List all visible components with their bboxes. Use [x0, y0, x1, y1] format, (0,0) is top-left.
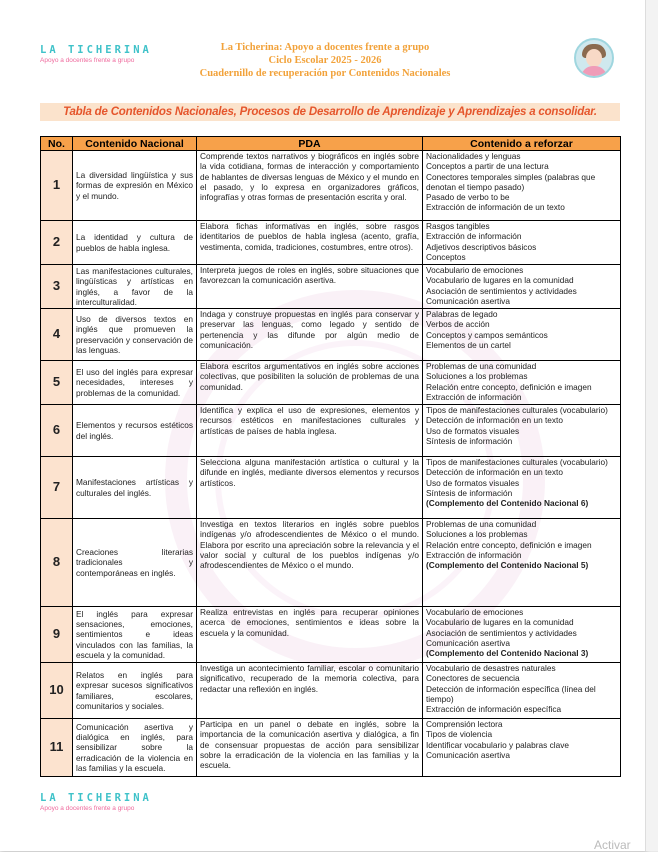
- reforzar-item: Detección de información en un texto: [426, 467, 563, 478]
- reforzar-item: Elementos de un cartel: [426, 339, 511, 350]
- table-row: [41, 519, 621, 607]
- contenido-nacional-cell: La diversidad lingüística y sus formas de expresión en México y el mundo.: [73, 151, 197, 221]
- contenido-reforzar-cell: [423, 519, 621, 607]
- row-number: 10: [41, 663, 73, 719]
- row-number: 8: [41, 519, 73, 607]
- contenido-nacional-cell: La identidad y cultura de pueblos de habla inglesa.: [73, 221, 197, 265]
- reforzar-item: Uso de formatos visuales: [426, 477, 520, 488]
- row-number: 11: [41, 719, 73, 777]
- table-row: [41, 719, 621, 777]
- reforzar-item: Extracción de información: [426, 231, 522, 242]
- avatar: [574, 38, 614, 78]
- pda-cell: Realiza entrevistas en inglés para recuperar opiniones acerca de emociones, sentimientos e ideas sobre la escuela y la comunidad.: [197, 607, 423, 663]
- reforzar-item: Identificar vocabulario y palabras clave: [426, 739, 569, 750]
- reforzar-item: Conectores de secuencia: [426, 673, 520, 684]
- reforzar-item: Extracción de información: [426, 391, 522, 402]
- contenido-reforzar-cell: [423, 405, 621, 457]
- row-number: 9: [41, 607, 73, 663]
- reforzar-item: Extracción de información de un texto: [426, 202, 565, 213]
- brand-name: LA TICHERINA: [40, 44, 152, 56]
- avatar-face-icon: [586, 49, 602, 67]
- contenido-reforzar-cell: [423, 663, 621, 719]
- reforzar-item: Verbos de acción: [426, 319, 490, 330]
- complement-note: (Complemento del Contenido Nacional 6): [426, 498, 589, 509]
- reforzar-item: Síntesis de información: [426, 487, 513, 498]
- contenido-nacional-cell: Creaciones literarias tradicionales y contemporáneas en inglés.: [73, 519, 197, 607]
- footer-brand-name: LA TICHERINA: [40, 792, 152, 804]
- footer-brand-tagline: Apoyo a docentes frente a grupo: [40, 805, 135, 812]
- reforzar-item: Comunicación asertiva: [426, 637, 510, 648]
- pda-cell: Investiga en textos literarios en inglés sobre pueblos indígenas y/o afrodescendientes de México o el mundo. Elabora por escrito una apreciación sobre la relevancia y el valor social y cultural de los pueblos indígenas y/o afrodescendientes de México o el mundo.: [197, 519, 423, 607]
- reforzar-item: Adjetivos descriptivos básicos: [426, 241, 537, 252]
- reforzar-item: Tipos de manifestaciones culturales (vocabulario): [426, 457, 608, 467]
- pda-cell: Selecciona alguna manifestación artística o cultural y la difunde en inglés, mediante diversos elementos y recursos artísticos.: [197, 457, 423, 519]
- header-line-1: La Ticherina: Apoyo a docentes frente a grupo: [220, 42, 430, 53]
- pda-cell: Comprende textos narrativos y biográficos en inglés sobre la vida cotidiana, formas de interacción y comportamiento de hablantes de diversas lenguas de México y el mundo en el pasado, y lo expresa en organizadores gráficos, infografías y otras formas de presentación escrita y oral.: [197, 151, 423, 221]
- contenido-nacional-cell: Elementos y recursos estéticos del inglés.: [73, 405, 197, 457]
- reforzar-item: Conceptos a partir de una lectura: [426, 161, 549, 172]
- contenido-reforzar-cell: [423, 309, 621, 361]
- contenido-nacional-cell: El inglés para expresar sensaciones, emociones, sentimientos e ideas vinculados con las familias, la escuela y la comunidad.: [73, 607, 197, 663]
- contenido-reforzar-cell: [423, 221, 621, 265]
- reforzar-item: Soluciones a los problemas: [426, 529, 528, 540]
- table-row: [41, 151, 621, 221]
- header-line-3: Cuadernillo de recuperación por Contenidos Nacionales: [199, 68, 451, 79]
- complement-note: (Complemento del Contenido Nacional 5): [426, 560, 589, 571]
- reforzar-item: Conceptos y campos semánticos: [426, 329, 548, 340]
- contenido-nacional-cell: Uso de diversos textos en inglés que promueven la preservación y conservación de las lenguas.: [73, 309, 197, 361]
- row-number: 2: [41, 221, 73, 265]
- contenido-reforzar-cell: [423, 719, 621, 777]
- brand-tagline: Apoyo a docentes frente a grupo: [40, 57, 135, 64]
- reforzar-item: Extracción de información: [426, 549, 522, 560]
- reforzar-item: Vocabulario de emociones: [426, 607, 524, 617]
- reforzar-item: Detección de información específica (línea del tiempo): [426, 683, 596, 704]
- table-row: [41, 309, 621, 361]
- complement-note: (Complemento del Contenido Nacional 3): [426, 648, 589, 659]
- reforzar-item: Nacionalidades y lenguas: [426, 151, 521, 161]
- reforzar-item: Relación entre concepto, definición e imagen: [426, 539, 592, 550]
- reforzar-item: Comunicación asertiva: [426, 295, 510, 306]
- reforzar-item: Síntesis de información: [426, 435, 513, 446]
- contenido-nacional-cell: Las manifestaciones culturales, lingüísticas y artísticas en inglés, a favor de la interculturalidad.: [73, 265, 197, 309]
- pda-cell: Elabora escritos argumentativos en inglés sobre acciones colectivas, que posibiliten la solución de problemas de una comunidad.: [197, 361, 423, 405]
- reforzar-item: Asociación de sentimientos y actividades: [426, 285, 577, 296]
- reforzar-item: Soluciones a los problemas: [426, 371, 528, 382]
- reforzar-item: Comunicación asertiva: [426, 749, 510, 760]
- pda-cell: Interpreta juegos de roles en inglés, sobre situaciones que favorezcan la comunicación asertiva.: [197, 265, 423, 309]
- table-row: [41, 221, 621, 265]
- row-number: 4: [41, 309, 73, 361]
- pda-cell: Indaga y construye propuestas en inglés para conservar y preservar las lenguas, como legado y sentido de pertenencia y las difunde por algún medio de comunicación.: [197, 309, 423, 361]
- reforzar-item: Tipos de manifestaciones culturales (vocabulario): [426, 405, 608, 415]
- reforzar-item: Conectores temporales simples (palabras que denotan el tiempo pasado): [426, 171, 596, 192]
- reforzar-item: Palabras de legado: [426, 309, 498, 319]
- reforzar-item: Rasgos tangibles: [426, 221, 490, 231]
- row-number: 6: [41, 405, 73, 457]
- header-contenido-nacional: Contenido Nacional: [73, 137, 197, 151]
- header-line-2: Ciclo Escolar 2025 - 2026: [268, 55, 382, 66]
- table-row: [41, 457, 621, 519]
- pda-cell: Investiga un acontecimiento familiar, escolar o comunitario significativo, recuperado de la memoria colectiva, para redactar una reflexión en inglés.: [197, 663, 423, 719]
- header-no: No.: [41, 137, 73, 151]
- contenido-reforzar-cell: [423, 361, 621, 405]
- table-row: [41, 361, 621, 405]
- table-header-row: [41, 137, 621, 151]
- reforzar-item: Detección de información en un texto: [426, 415, 563, 426]
- table-title: Tabla de Contenidos Nacionales, Procesos de Desarrollo de Aprendizaje y Aprendizajes a consolidar.: [40, 103, 620, 121]
- reforzar-item: Problemas de una comunidad: [426, 519, 537, 529]
- pda-cell: Participa en un panel o debate en inglés, sobre la importancia de la comunicación asertiva y dialógica, a fin de consensuar propuestas de acción para sensibilizar sobre la erradicación de la violencia en las familias y la escuela.: [197, 719, 423, 777]
- activate-windows-notice: Activar: [594, 838, 631, 852]
- header-pda: PDA: [197, 137, 423, 151]
- reforzar-item: Conceptos: [426, 251, 466, 262]
- vertical-scrollbar[interactable]: [645, 0, 658, 851]
- contenido-nacional-cell: Manifestaciones artísticas y culturales del inglés.: [73, 457, 197, 519]
- table-row: [41, 405, 621, 457]
- contenido-reforzar-cell: [423, 607, 621, 663]
- table-row: [41, 265, 621, 309]
- contenido-nacional-cell: Relatos en inglés para expresar sucesos significativos familiares, escolares, comunitarios y sociales.: [73, 663, 197, 719]
- reforzar-item: Vocabulario de desastres naturales: [426, 663, 556, 673]
- page-header: [175, 41, 475, 80]
- avatar-body-icon: [581, 66, 607, 78]
- reforzar-item: Pasado de verbo to be: [426, 192, 510, 203]
- reforzar-item: Relación entre concepto, definición e imagen: [426, 381, 592, 392]
- reforzar-item: Extracción de información específica: [426, 704, 562, 715]
- contenido-nacional-cell: El uso del inglés para expresar necesidades, intereses y problemas de la comunidad.: [73, 361, 197, 405]
- contenido-reforzar-cell: [423, 151, 621, 221]
- reforzar-item: Asociación de sentimientos y actividades: [426, 627, 577, 638]
- header-contenido-reforzar: Contenido a reforzar: [423, 137, 621, 151]
- row-number: 1: [41, 151, 73, 221]
- brand-logo: [40, 44, 152, 64]
- reforzar-item: Tipos de violencia: [426, 729, 493, 740]
- table-row: [41, 607, 621, 663]
- pda-cell: Identifica y explica el uso de expresiones, elementos y recursos estéticos en manifestaciones culturales y artísticas de países de habla inglesa.: [197, 405, 423, 457]
- row-number: 3: [41, 265, 73, 309]
- contenido-reforzar-cell: [423, 457, 621, 519]
- row-number: 7: [41, 457, 73, 519]
- contenido-nacional-cell: Comunicación asertiva y dialógica en inglés, para sensibilizar sobre la erradicación de la violencia en las familias y la escuela.: [73, 719, 197, 777]
- reforzar-item: Vocabulario de emociones: [426, 265, 524, 275]
- reforzar-item: Comprensión lectora: [426, 719, 503, 729]
- pda-cell: Elabora fichas informativas en inglés, sobre rasgos identitarios de pueblos de habla inglesa (acento, grafía, vestimenta, comida, tradiciones, costumbres, entre otros).: [197, 221, 423, 265]
- contenido-reforzar-cell: [423, 265, 621, 309]
- reforzar-item: Vocabulario de lugares en la comunidad: [426, 275, 574, 286]
- reforzar-item: Uso de formatos visuales: [426, 425, 520, 436]
- reforzar-item: Problemas de una comunidad: [426, 361, 537, 371]
- reforzar-item: Vocabulario de lugares en la comunidad: [426, 617, 574, 628]
- contents-table: [40, 136, 621, 777]
- table-row: [41, 663, 621, 719]
- footer-logo: [40, 792, 152, 812]
- row-number: 5: [41, 361, 73, 405]
